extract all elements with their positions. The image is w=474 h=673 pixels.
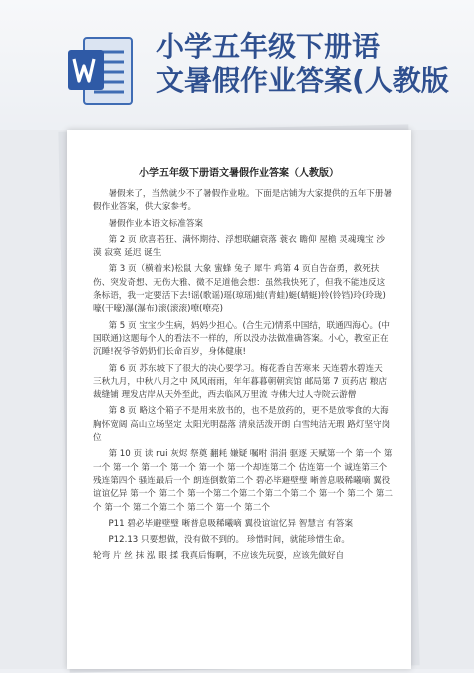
paragraph: P11 碧必毕避壁璧 晰普息吸稀曦嘀 翼役谊谊忆异 智慧言 有答案 bbox=[108, 518, 354, 529]
word-document-icon bbox=[66, 34, 136, 108]
header-title-line-2: 文暑假作业答案(人教版 bbox=[156, 64, 449, 97]
paragraph: 第 6 页 苏东坡下了很大的决心要学习。梅花香自苦寒来 天连碧水碧连天 三秋九月，中秋八月之中 风风雨雨，年年暮暮朝朝宾馆 邮局第 7 页药店 粮店 裁缝铺 理发店岸从天外至此，西去临风万里流 寺佛大过人寺院云游僧 bbox=[93, 363, 388, 401]
document-page bbox=[67, 130, 411, 669]
paragraph: 第 10 页 读 rui 灰烬 祭奠 翻耗 嫌疑 嘱咐 涓涓 驱逐 天赋第一个 第一个 第一个 第一个 第一个 第一个 第一个 第一个却连第二个 估连第一个 诚连第三个 残连第四个 骚连最后一个 朗连倒数第二个 碧必毕避壁璧 晰普息吸稀曦嘀 翼役谊谊亿异 第一个 第二个 第一个第二个第二个第二个第二个 第一个 第二个 第二个 第一个 第二个第二个 第二个 第一个 第二个 bbox=[93, 449, 393, 513]
paragraph: 第 3 页（横着来)松鼠 大象 蜜蜂 兔子 犀牛 鸡第 4 页自告奋勇，救死扶伤、突发奇想、无伤大雅、微不足道他会想：虽然我快死了，但我不能违反这条标语，我一定要活下去!谣(歌谣)瑶(琼瑶)蛙(青蛙)蜓(蜻蜓)铃(铃铛)玲(玲珑)嚎(干嚎)瀑(瀑布)滚(滚滚)嘹(嘹亮) bbox=[93, 264, 386, 315]
document-title: 小学五年级下册语文暑假作业答案（人教版） bbox=[139, 168, 339, 179]
header-title-line-1: 小学五年级下册语 bbox=[156, 30, 381, 63]
paragraph: 第 5 页 宝宝少生病，妈妈少担心。(合生元)情系中国结，联通四海心。(中国联通)这题每个人的看法不一样的，所以没办法做准确答案。小心，教室正在沉睡!祝爷爷奶奶们长命百岁，身体健康! bbox=[93, 320, 391, 358]
page-bottom-fade bbox=[67, 629, 411, 669]
paragraph: 暑假作业本语文标准答案 bbox=[108, 218, 204, 229]
document-body bbox=[93, 188, 393, 567]
header-title bbox=[156, 30, 474, 98]
paragraph: P12.13 只要想做，没有做不到的。 珍惜时间，就能珍惜生命。 bbox=[108, 535, 350, 546]
paragraph: 第 8 页 略这个箱子不是用来放书的，也不是放药的，更不是放零食的大海胸怀宽阔 高山立场坚定 太阳光明磊落 清泉活泼开朗 白雪纯洁无瑕 路灯坚守岗位 bbox=[93, 406, 391, 444]
paragraph: 第 2 页 欣喜若狂、满怀期待、浮想联翩衰落 蓑衣 瞻仰 屋檐 灵魂瑰宝 沙漠 寂寞 延迟 诞生 bbox=[93, 234, 386, 259]
paragraph: 暑假来了，当然就少不了暑假作业啦。下面是店铺为大家提供的五年下册暑假作业答案，供大家参考。 bbox=[93, 189, 393, 213]
paragraph: 轮弯 片 丝 抹 泓 眼 揉 我真后悔啊，不应该先玩耍，应该先做好自 bbox=[93, 551, 345, 562]
